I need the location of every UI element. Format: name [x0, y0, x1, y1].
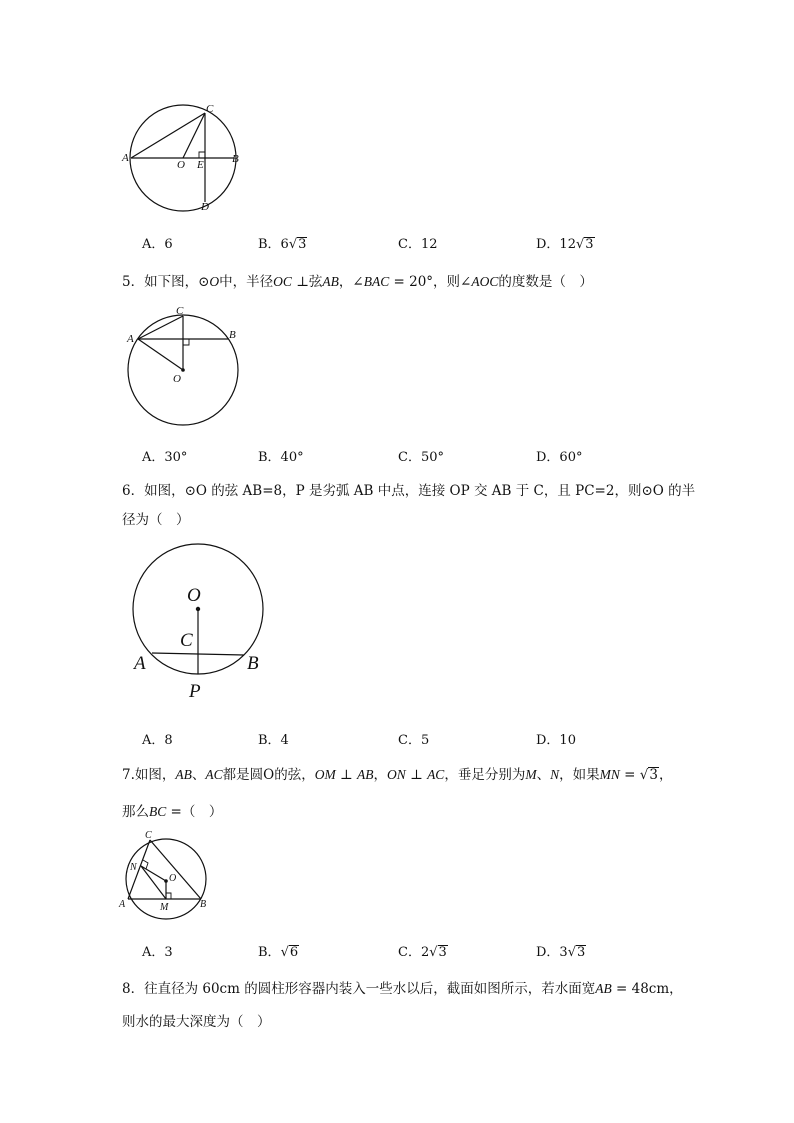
- q5-math-bac: BAC: [363, 274, 390, 289]
- q4-label-a: A: [122, 152, 129, 164]
- q7-right-angle-mark-n: [143, 860, 148, 869]
- q4-label-d: D: [201, 201, 209, 213]
- q7-segment-mn: [141, 866, 166, 899]
- q7-text-part: ⊥: [335, 767, 358, 783]
- q4-segment-ac: [131, 113, 205, 158]
- q6-option-b: B．4: [258, 733, 289, 748]
- q7-label-n: N: [130, 862, 137, 873]
- q7-math-ac: AC: [205, 767, 223, 782]
- q6-label-b: B: [247, 653, 259, 674]
- q7-text-part: 、: [536, 767, 551, 783]
- q5-label-b: B: [229, 329, 236, 341]
- q5-math-aoc: AOC: [471, 274, 499, 289]
- q6-center-dot: [196, 607, 200, 611]
- q6-question-line2: 径为（ ）: [122, 512, 190, 528]
- q5-segment-ao: [138, 339, 183, 370]
- q7-text-part: 7.如图，: [122, 767, 176, 783]
- q4-option-d: [536, 233, 595, 252]
- q7-text-part: 、: [191, 767, 206, 783]
- q6-circle: [133, 544, 263, 674]
- q4-option-b-radicand: 3: [298, 237, 307, 252]
- q5-text-part: = 20°，则∠: [389, 274, 472, 290]
- q5-text-part: 5．如下图，⊙: [122, 274, 210, 290]
- q4-label-c: C: [206, 103, 214, 115]
- q6-option-c: C．5: [398, 733, 430, 748]
- q4-option-c: C．12: [398, 237, 438, 252]
- q7-chord-bc: [150, 840, 201, 899]
- q8-question-line1: [122, 977, 683, 997]
- q7-text-part: =（ ）: [166, 804, 223, 820]
- q5-text-part: ⊥弦: [291, 274, 323, 290]
- q7-math-om: OM: [314, 767, 336, 782]
- q7-label-o: O: [169, 873, 177, 884]
- q5-math-o: O: [209, 274, 220, 289]
- q7-option-d-text: D．3: [536, 945, 568, 960]
- q5-label-o: O: [173, 373, 181, 385]
- q7-option-a: A．3: [142, 945, 173, 960]
- q7-text-part: ，如果: [559, 767, 600, 783]
- q5-text-part: 的度数是（ ）: [498, 274, 593, 290]
- q7-option-b-text: B．: [258, 945, 281, 960]
- q7-label-c: C: [145, 830, 152, 841]
- q7-text-part: ，: [373, 767, 388, 783]
- q7-radicand: 3: [649, 767, 658, 783]
- q7-math-m: M: [525, 767, 537, 782]
- q7-option-c-radicand: 3: [438, 945, 447, 960]
- q7-math-bc: BC: [149, 804, 167, 819]
- sqrt-icon: √: [288, 237, 298, 252]
- q4-option-a: A．6: [142, 237, 173, 252]
- q6-label-p: P: [189, 681, 201, 702]
- q7-option-c: [398, 941, 448, 960]
- sqrt-icon: √: [280, 945, 289, 960]
- q5-question-text: [122, 270, 593, 290]
- q6-chord-ab: [152, 653, 244, 655]
- q4-option-b: [258, 233, 307, 252]
- sqrt-icon: √: [567, 945, 576, 960]
- q4-right-angle-mark: [199, 152, 205, 158]
- q4-option-d-text: D．12: [536, 237, 576, 252]
- q5-center-dot: [181, 368, 185, 372]
- q7-right-angle-mark-m: [166, 893, 171, 899]
- q4-label-b: B: [232, 153, 239, 165]
- q7-math-on: ON: [387, 767, 406, 782]
- q7-segment-on: [141, 866, 166, 881]
- q5-math-ab: AB: [322, 274, 339, 289]
- q5-circle: [128, 315, 238, 425]
- q6-option-d: D．10: [536, 733, 576, 748]
- q5-right-angle-mark: [183, 339, 189, 345]
- q7-text-part: ，: [658, 767, 673, 783]
- q5-label-a: A: [127, 333, 134, 345]
- q8-text-part: 8．往直径为 60cm 的圆柱形容器内装入一些水以后，截面如图所示，若水面宽: [122, 981, 596, 997]
- q7-option-d: [536, 941, 586, 960]
- q4-option-b-text: B．6: [258, 237, 289, 252]
- q7-math-ab: AB: [175, 767, 192, 782]
- q7-label-a: A: [119, 899, 126, 910]
- q7-math-mn: MN: [599, 767, 620, 782]
- q7-center-dot: [164, 879, 168, 883]
- q7-math-n: N: [550, 767, 560, 782]
- q7-text-part: ，垂足分别为: [444, 767, 526, 783]
- q7-label-b: B: [200, 899, 207, 910]
- q5-option-a: A．30°: [142, 450, 188, 465]
- q6-label-a: A: [134, 653, 146, 674]
- q7-option-b: [258, 941, 299, 960]
- q5-option-c: C．50°: [398, 450, 444, 465]
- q5-text-part: 中，半径: [219, 274, 274, 290]
- q7-chord-ac: [128, 840, 150, 899]
- q7-math-ab: AB: [357, 767, 374, 782]
- q7-option-b-radicand: 6: [289, 945, 299, 960]
- q7-text-part: ⊥: [405, 767, 428, 783]
- q6-label-c: C: [180, 630, 193, 651]
- q7-text-part: 那么: [122, 804, 149, 820]
- q8-text-part: = 48cm，: [611, 981, 683, 997]
- sqrt-icon: √: [575, 237, 585, 252]
- q7-option-c-text: C．2: [398, 945, 430, 960]
- q6-question-line1: 6．如图，⊙O 的弦 AB=8，P 是劣弧 AB 中点，连接 OP 交 AB 于 C，且 PC=2，则⊙O 的半: [122, 483, 696, 499]
- q7-label-m: M: [160, 902, 169, 913]
- q7-text-part: = √: [619, 767, 649, 783]
- q5-text-part: ，∠: [338, 274, 364, 290]
- q7-math-ac: AC: [427, 767, 445, 782]
- q7-text-part: 都是圆O的弦，: [222, 767, 315, 783]
- q7-question-line2: [122, 800, 222, 820]
- q5-label-c: C: [176, 305, 184, 317]
- q4-label-e: E: [197, 159, 204, 171]
- q8-math-ab: AB: [595, 981, 612, 996]
- q7-option-d-radicand: 3: [577, 945, 586, 960]
- sqrt-icon: √: [429, 945, 438, 960]
- q8-question-line2: 则水的最大深度为（ ）: [122, 1014, 271, 1030]
- q6-option-a: A．8: [142, 733, 173, 748]
- q4-circle: [130, 105, 236, 211]
- q7-question-line1: [122, 763, 672, 783]
- q4-segment-oc: [183, 113, 205, 158]
- q6-label-o: O: [187, 585, 201, 606]
- q4-option-d-radicand: 3: [585, 237, 594, 252]
- q4-label-o: O: [177, 159, 185, 171]
- q7-circle: [126, 839, 206, 919]
- q5-option-d: D．60°: [536, 450, 583, 465]
- q5-segment-ac: [138, 316, 183, 339]
- q5-math-oc: OC: [273, 274, 292, 289]
- q5-option-b: B．40°: [258, 450, 304, 465]
